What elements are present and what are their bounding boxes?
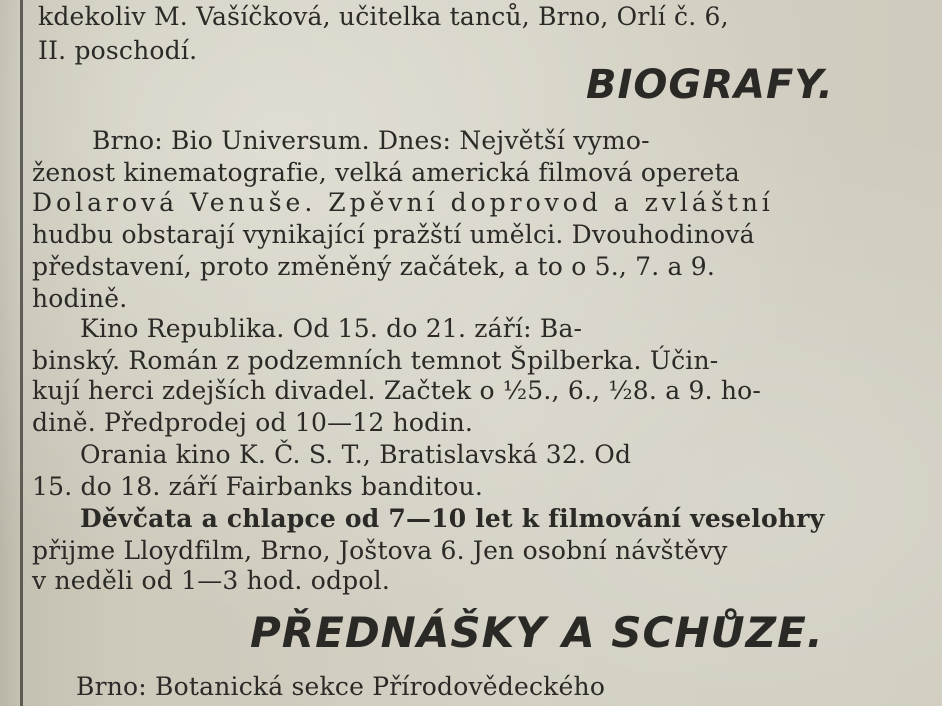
section-heading-biografy: BIOGRAFY.: [586, 62, 834, 108]
text-line: Brno: Bio Universum. Dnes: Největší vymo-: [92, 126, 650, 155]
text-line: představení, proto změněný začátek, a to o 5., 7. a 9.: [32, 252, 716, 281]
text-line: Kino Republika. Od 15. do 21. září: Ba-: [80, 314, 583, 343]
text-line: dině. Předprodej od 10—12 hodin.: [32, 408, 474, 437]
text-line: ženost kinematografie, velká americká filmová opereta: [32, 158, 740, 187]
text-line: hudbu obstarají vynikající pražští umělci. Dvouhodinová: [32, 220, 755, 249]
section-heading-prednasky: PŘEDNÁŠKY A SCHŮZE.: [250, 608, 824, 657]
text-line: 15. do 18. září Fairbanks banditou.: [32, 472, 483, 501]
text-line: Děvčata a chlapce od 7—10 let k filmování veselohry: [80, 504, 825, 533]
text-line: kují herci zdejších divadel. Začtek o ½5., 6., ½8. a 9. ho-: [32, 376, 762, 405]
text-line: hodině.: [32, 284, 128, 313]
text-line: kdekoliv M. Vašíčková, učitelka tanců, Brno, Orlí č. 6,: [38, 2, 729, 31]
text-line: Dolarová Venuše. Zpěvní doprovod a zvláštní: [32, 188, 774, 217]
column-rule: [20, 0, 23, 706]
text-line: Orania kino K. Č. S. T., Bratislavská 32. Od: [80, 440, 632, 469]
text-line: binský. Román z podzemních temnot Špilberka. Účin-: [32, 346, 719, 375]
text-line: přijme Lloydfilm, Brno, Joštova 6. Jen osobní návštěvy: [32, 536, 728, 565]
text-line: v neděli od 1—3 hod. odpol.: [32, 566, 390, 595]
text-line: II. poschodí.: [38, 36, 198, 65]
text-line: Brno: Botanická sekce Přírodovědeckého: [76, 672, 606, 701]
